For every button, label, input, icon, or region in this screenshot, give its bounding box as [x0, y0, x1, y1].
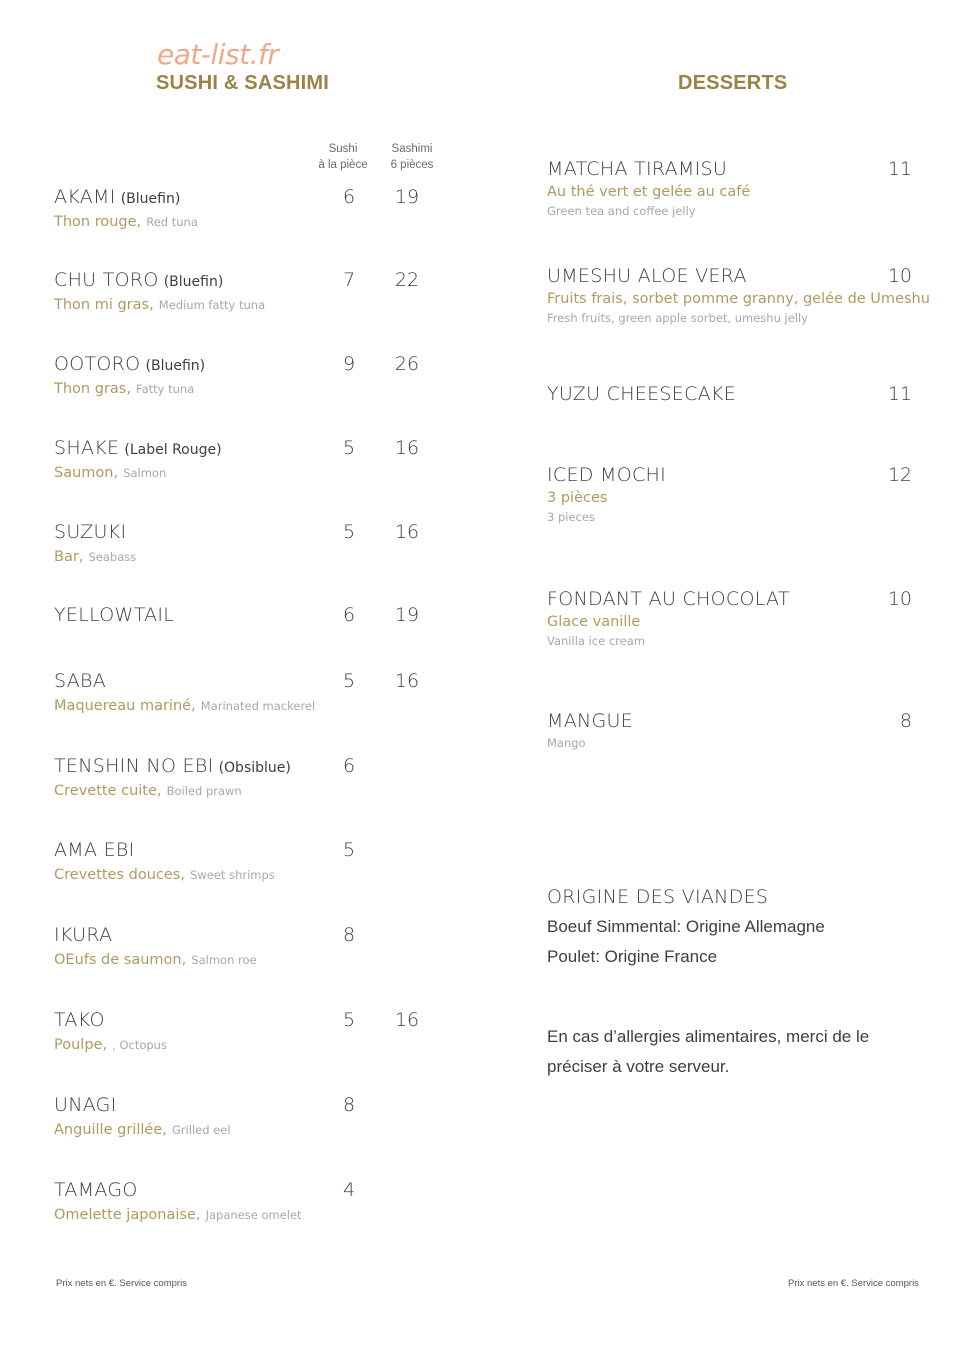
sushi-item-name: TENSHIN NO EBI	[54, 755, 214, 777]
sushi-item	[54, 1179, 138, 1201]
sushi-item-note: (Bluefin)	[163, 274, 224, 290]
dessert-price: 11	[887, 158, 912, 180]
dessert-price: 12	[887, 464, 912, 486]
sushi-price: 5	[342, 1009, 356, 1031]
sushi-item-name: AKAMI	[54, 186, 116, 208]
sushi-item-en: Sweet shrimps	[190, 868, 275, 882]
watermark: eat-list.fr	[157, 38, 279, 71]
sushi-price: 6	[342, 186, 356, 208]
dessert-price: 8	[899, 710, 912, 732]
sushi-item-desc	[54, 546, 136, 565]
sushi-price: 9	[342, 353, 356, 375]
sushi-price: 7	[342, 269, 356, 291]
desserts-title: DESSERTS	[678, 72, 788, 94]
sushi-item-desc	[54, 1034, 167, 1053]
sushi-item-name: YELLOWTAIL	[54, 604, 175, 626]
sushi-item	[54, 1009, 105, 1031]
sushi-item-en: Medium fatty tuna	[158, 298, 266, 312]
sushi-item-fr: Crevettes douces,	[54, 867, 185, 883]
dessert-price: 10	[887, 588, 912, 610]
sushi-item	[54, 1094, 117, 1116]
dessert-name: UMESHU ALOE VERA	[547, 265, 747, 287]
sushi-item-desc	[54, 864, 275, 883]
sushi-price: 5	[342, 437, 356, 459]
col-header-sushi-line1: Sushi	[328, 143, 358, 155]
sushi-item-en: Salmon	[123, 466, 167, 480]
sushi-item	[54, 839, 135, 861]
sushi-item-fr: OEufs de saumon,	[54, 952, 187, 968]
sushi-item-desc	[54, 949, 257, 968]
sushi-item	[54, 924, 112, 946]
sushi-item-fr: Thon rouge,	[54, 214, 142, 230]
sushi-item-fr: Thon mi gras,	[54, 297, 154, 313]
sashimi-price: 16	[394, 1009, 420, 1031]
allergy-line-1: En cas d’allergies alimentaires, merci de le	[547, 1027, 870, 1046]
dessert-fr: 3 pièces	[547, 490, 608, 506]
sushi-item	[54, 604, 174, 626]
dessert-name: ICED MOCHI	[547, 464, 667, 486]
sushi-item	[54, 521, 126, 543]
sashimi-price: 19	[394, 186, 420, 208]
sushi-item	[54, 437, 222, 459]
sushi-item-en: , Octopus	[112, 1038, 167, 1052]
sushi-item-en: Marinated mackerel	[200, 699, 316, 713]
col-header-sashimi	[377, 141, 447, 173]
sushi-item-fr: Maquereau mariné,	[54, 698, 196, 714]
sushi-price: 6	[342, 604, 356, 626]
sushi-item-fr: Bar,	[54, 549, 84, 565]
sashimi-price: 16	[394, 437, 420, 459]
footer-right: Prix nets en €. Service compris	[788, 1278, 919, 1289]
origin-line-beef: Boeuf Simmental: Origine Allemagne	[547, 917, 825, 936]
sushi-price: 8	[342, 1094, 356, 1116]
sushi-item	[54, 353, 205, 375]
sashimi-price: 16	[394, 521, 420, 543]
sushi-item-name: SABA	[54, 670, 107, 692]
dessert-en: Green tea and coffee jelly	[547, 204, 696, 218]
sushi-item-desc	[54, 780, 242, 799]
dessert-price: 11	[887, 383, 912, 405]
sushi-item	[54, 755, 291, 777]
sushi-item-fr: Omelette japonaise,	[54, 1207, 201, 1223]
dessert-name: YUZU CHEESECAKE	[547, 383, 736, 405]
dessert-fr: Au thé vert et gelée au café	[547, 184, 751, 200]
sushi-item-name: SUZUKI	[54, 521, 127, 543]
dessert-en: 3 pieces	[547, 510, 595, 524]
dessert-price: 10	[887, 265, 912, 287]
sushi-item-desc	[54, 1204, 302, 1223]
sushi-item-fr: Anguille grillée,	[54, 1122, 167, 1138]
sushi-item-note: (Label Rouge)	[124, 442, 222, 458]
sushi-price: 5	[342, 670, 356, 692]
sushi-item-en: Red tuna	[146, 215, 198, 229]
sushi-sashimi-title: SUSHI & SASHIMI	[156, 72, 330, 94]
footer-left: Prix nets en €. Service compris	[56, 1278, 187, 1289]
sushi-price: 8	[342, 924, 356, 946]
sushi-price: 5	[342, 521, 356, 543]
sushi-item-desc	[54, 211, 198, 230]
sushi-price: 4	[342, 1179, 356, 1201]
sushi-item-name: TAKO	[54, 1009, 105, 1031]
col-header-sushi	[308, 141, 378, 173]
sushi-item-en: Seabass	[88, 550, 137, 564]
sushi-item-en: Grilled eel	[171, 1123, 231, 1137]
sushi-item-note: (Obsiblue)	[218, 760, 291, 776]
sushi-item-note: (Bluefin)	[120, 191, 181, 207]
sushi-item-name: IKURA	[54, 924, 113, 946]
origin-line-chicken: Poulet: Origine France	[547, 947, 718, 966]
col-header-sashimi-line2: 6 pièces	[390, 159, 434, 171]
sushi-item-en: Japanese omelet	[205, 1208, 302, 1222]
sushi-item-desc	[54, 378, 194, 397]
sushi-item	[54, 670, 106, 692]
sushi-item-name: OOTORO	[54, 353, 141, 375]
sushi-item-name: SHAKE	[54, 437, 120, 459]
sushi-price: 5	[342, 839, 356, 861]
dessert-fr: Fruits frais, sorbet pomme granny, gelée de Umeshu	[547, 291, 930, 307]
sashimi-price: 26	[394, 353, 420, 375]
sushi-item-fr: Poulpe,	[54, 1037, 108, 1053]
dessert-en: Mango	[547, 736, 586, 750]
dessert-name: MATCHA TIRAMISU	[547, 158, 728, 180]
sushi-item-name: CHU TORO	[54, 269, 159, 291]
sushi-item-name: AMA EBI	[54, 839, 135, 861]
allergy-line-2: préciser à votre serveur.	[547, 1057, 730, 1076]
sushi-item-en: Fatty tuna	[136, 382, 195, 396]
dessert-name: MANGUE	[547, 710, 634, 732]
sushi-item-fr: Crevette cuite,	[54, 783, 162, 799]
sushi-item-desc	[54, 462, 166, 481]
sushi-item-name: UNAGI	[54, 1094, 117, 1116]
dessert-name: FONDANT AU CHOCOLAT	[547, 588, 790, 610]
sushi-item	[54, 269, 223, 291]
sushi-item-desc	[54, 1119, 231, 1138]
col-header-sashimi-line1: Sashimi	[391, 143, 433, 155]
sashimi-price: 19	[394, 604, 420, 626]
sushi-item-name: TAMAGO	[54, 1179, 138, 1201]
sashimi-price: 22	[394, 269, 420, 291]
sushi-item-fr: Thon gras,	[54, 381, 131, 397]
dessert-en: Vanilla ice cream	[547, 634, 645, 648]
sushi-item-en: Boiled prawn	[166, 784, 242, 798]
origin-title: ORIGINE DES VIANDES	[547, 886, 769, 908]
sushi-item-note: (Bluefin)	[145, 358, 206, 374]
dessert-en: Fresh fruits, green apple sorbet, umeshu jelly	[547, 311, 808, 325]
col-header-sushi-line2: à la pièce	[318, 159, 368, 171]
sushi-price: 6	[342, 755, 356, 777]
sushi-item-en: Salmon roe	[191, 953, 257, 967]
sushi-item-fr: Saumon,	[54, 465, 119, 481]
sashimi-price: 16	[394, 670, 420, 692]
sushi-item-desc	[54, 294, 265, 313]
dessert-fr: Glace vanille	[547, 614, 641, 630]
sushi-item	[54, 186, 180, 208]
sushi-item-desc	[54, 695, 315, 714]
